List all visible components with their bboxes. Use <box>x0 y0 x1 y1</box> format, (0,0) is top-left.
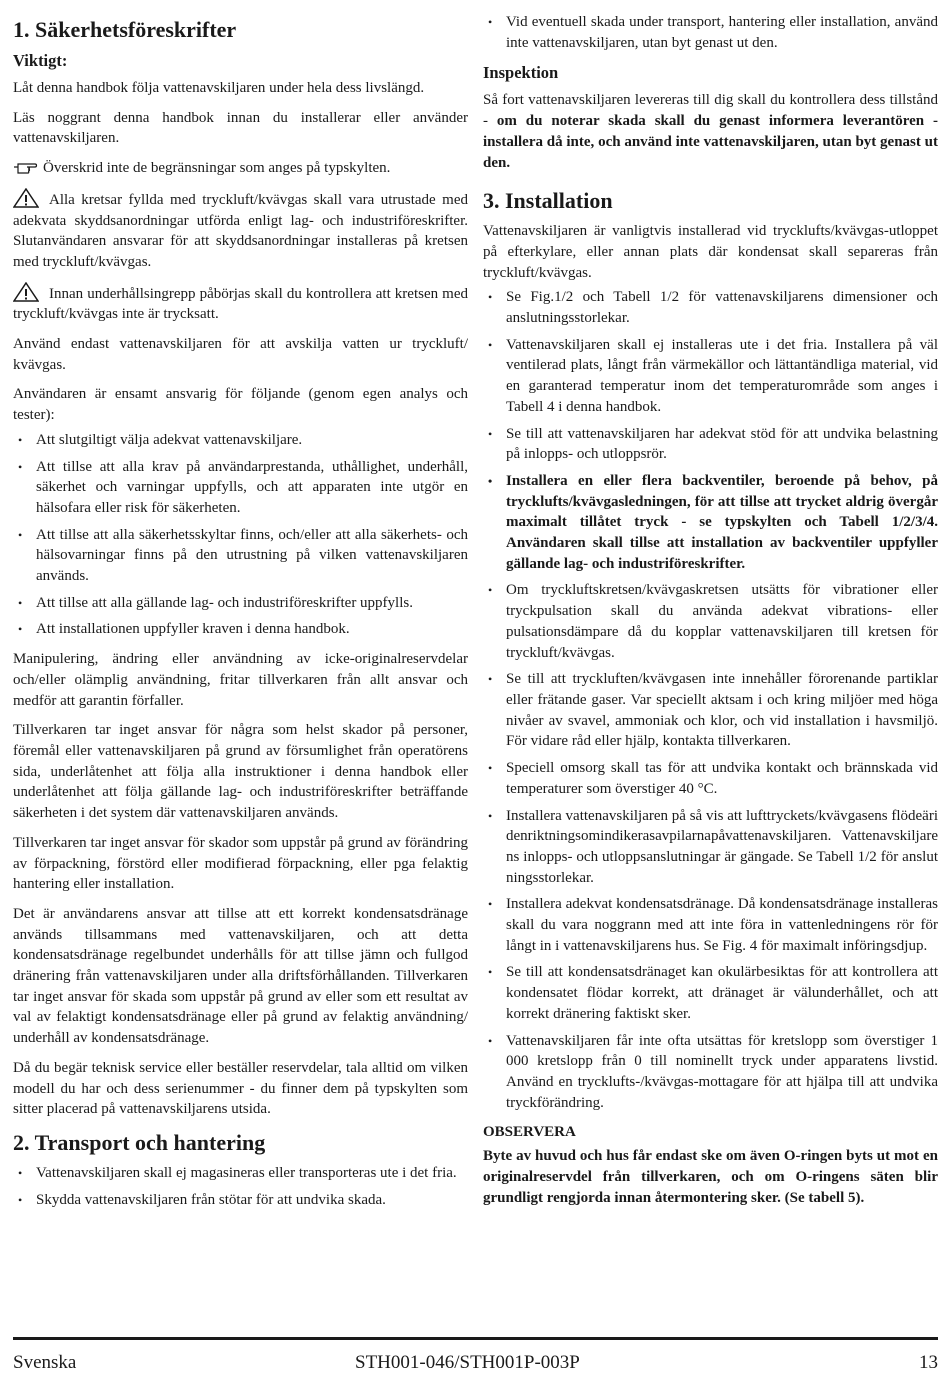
page-number: 13 <box>919 1352 938 1373</box>
paragraph: Låt denna handbok följa vattenavskiljaren under hela dess livslängd. <box>13 80 425 96</box>
bullet-icon: • <box>488 473 493 488</box>
bullet-icon: • <box>18 595 23 610</box>
list-item: • Installera en eller flera backventiler, beroende på behov, på trycklufts/kvävgasledningen, för att tillse att trycket aldrig övergår maximalt tillåtet tryck - se typskylten och Tabell 1/2/3/4. Användaren skall tillse att installation av backventiler uppfyller gällande lag- och industriföreskrifter. <box>488 472 938 572</box>
observera-heading: OBSERVERA <box>483 1124 576 1141</box>
list-item: • Att tillse att alla krav på användarprestanda, uthållighet, underhåll, säkerhet och varningar uppfylls, och att apparaten inte utgör en hälsofara eller risk för säkerheten. <box>18 458 468 516</box>
list-item: • Se till att vattenavskiljaren har adekvat stöd för att undvika belastning på inlopps- och utloppsrör. <box>488 425 938 463</box>
list-item: • Om tryckluftskretsen/kvävgaskretsen utsätts för vibrationer eller tryckpulsation skall du använda adekvat vibrations- eller pulsationsdämpare då du kopplar vattenavskiljaren till kretsen för tryckluft/kvävgas. <box>488 582 938 661</box>
bullet-icon: • <box>18 1192 23 1207</box>
warning-paragraph <box>13 188 468 273</box>
bullet-icon: • <box>488 672 493 687</box>
warning-paragraph <box>13 282 468 325</box>
hand-note <box>13 158 468 179</box>
observera-text: Byte av huvud och hus får endast ske om även O-ringen byts ut mot en originalreservdel från tillverkaren, och om O-ringens säten blir grundligt rengjorda innan återmontering sker. (Se tabell 5). <box>483 1148 938 1206</box>
list-item: • Installera vattenavskiljaren på så vis att lufttryckets/kvävgasens flödeäridenriktningsomindikerasavpilarnapåvattenavskiljaren. Vattenavskiljarens inlopps- och utloppsanslutningar är gängade. Se Tabell 1/2 för anslutningsstorlekar. <box>488 807 938 886</box>
bullet-icon: • <box>18 1165 23 1180</box>
bullet-icon: • <box>488 808 493 823</box>
bullet-icon: • <box>18 432 23 447</box>
list-item: • Se till att kondensatsdränaget kan okulärbesiktas för att kontrollera att kondensatet flödar korrekt, att dränaget är välunderhållet, och att korrekt dränering faktiskt sker. <box>488 964 938 1022</box>
paragraph: Tillverkaren tar inget ansvar för skador som uppstår på grund av förändring av förpackning, förstörd eller modifierad förpackning, eller pga felaktig hantering eller installation. <box>13 834 468 893</box>
footer-model-number: STH001-046/STH001P-003P <box>355 1352 580 1373</box>
bullet-icon: • <box>18 622 23 637</box>
right-column <box>483 12 938 1217</box>
list-item: • Att installationen uppfyller kraven i denna handbok. <box>13 619 468 640</box>
list-item: • Att slutgiltigt välja adekvat vattenavskiljare. <box>13 430 468 451</box>
bullet-icon: • <box>488 761 493 776</box>
list-item: • Att tillse att alla säkerhetsskyltar finns, och/eller att alla säkerhets- och hälsovarningar finns på den utrustning på vilken vattenavskiljaren används. <box>18 526 468 585</box>
hand-note-text: Överskrid inte de begränsningar som anges på typskylten. <box>43 160 391 177</box>
paragraph: Läs noggrant denna handbok innan du installerar eller använder vattenavskiljaren. <box>13 109 468 147</box>
bullet-icon: • <box>18 527 23 542</box>
viktigt-heading: Viktigt: <box>13 51 68 70</box>
section-1-heading: 1. Säkerhetsföreskrifter <box>13 17 237 42</box>
warning-text: Alla kretsar fyllda med tryckluft/kvävgas skall vara utrustade med adekvata skyddsanordningar utförda enligt lag- och industriföreskrifter. Slutanvändaren ansvarar för att skyddsanordningar installeras på kretsen med tryckluft/kvävgas. <box>13 191 468 270</box>
footer-language: Svenska <box>13 1352 77 1373</box>
list-item: • Vattenavskiljaren skall ej installeras ute i det fria. Installera på väl ventilerad plats, långt från värmekällor och lättantändliga material, vid en garanterad temperatur inom det temperaturområde som anges i Tabell 4 i denna handbok. <box>488 336 938 415</box>
paragraph: Använd endast vattenavskiljaren för att avskilja vatten ur tryckluft/ kvävgas. <box>13 336 468 373</box>
responsibility-list <box>13 430 468 640</box>
footer-divider <box>13 1337 938 1340</box>
bullet-icon: • <box>488 290 493 305</box>
bullet-icon: • <box>488 15 493 29</box>
paragraph: Då du begär teknisk service eller beställer reservdelar, tala alltid om vilken modell du har och dess serienummer - du finner dem på typskylten som sitter placerad på vattenavskiljarens utsida. <box>13 1059 468 1118</box>
left-column <box>13 12 468 1219</box>
warning-text: Innan underhållsingrepp påbörjas skall du kontrollera att kretsen med tryckluft/kvävgas inte är trycksatt. <box>13 285 468 323</box>
transport-list-continued <box>483 12 938 53</box>
paragraph: Användaren är ensamt ansvarig för följande (genom egen analys och tester): <box>13 386 468 424</box>
bullet-icon: • <box>488 337 493 352</box>
list-item: • Speciell omsorg skall tas för att undvika kontakt och brännskada vid temperaturer som överstiger 40 °C. <box>488 760 938 797</box>
bullet-icon: • <box>488 897 493 912</box>
paragraph: Manipulering, ändring eller användning av icke-originalreservdelar och/eller olämplig användning, fritar tillverkaren från allt ansvar och medför att garantin förfaller. <box>13 651 468 709</box>
paragraph: Vattenavskiljaren är vanligtvis installerad vid trycklufts/kvävgas-utloppet på efterkylare, eller annan plats där kondensat skall separeras från tryckluft/kvävgas. <box>483 223 938 281</box>
list-item: • Vid eventuell skada under transport, hantering eller installation, använd inte vattenavskiljaren, utan byt genast ut den. <box>488 14 938 51</box>
list-item: • Se Fig.1/2 och Tabell 1/2 för vattenavskiljarens dimensioner och anslutningsstorlekar. <box>488 289 938 327</box>
bullet-icon: • <box>488 1033 493 1048</box>
warning-triangle-icon <box>13 282 39 302</box>
transport-list <box>13 1163 468 1210</box>
inspektion-paragraph: Så fort vattenavskiljaren levereras till dig skall du kontrollera dess tillstånd - om du noterar skada skall du genast informera leverantören - installera då inte, och använd inte vattenavskiljaren, utan byt genast ut den. <box>483 92 938 171</box>
list-item: • Att tillse att alla gällande lag- och industriföreskrifter uppfylls. <box>13 593 468 614</box>
list-item: • Installera adekvat kondensatsdränage. Då kondensatsdränage installeras skall du vara noggrann med att inte föra in vattenledningens rör för långt in i vattenavskiljarens hus. Se Fig. 4 för maximalt införingsdjup. <box>488 896 938 954</box>
installation-list <box>483 287 938 1113</box>
list-item: • Skydda vattenavskiljaren från stötar för att undvika skada. <box>13 1190 468 1211</box>
bullet-icon: • <box>18 459 23 474</box>
paragraph: Det är användarens ansvar att tillse att ett korrekt kondensatsdränage används tillsammans med vattenavskiljaren, och att detta kondensatsdränage regelbundet underhålls för att tillse jämn och fullgod dränering från vattenavskiljaren under alla driftsförhållanden. Tillverkaren tar inget ansvar för skada som uppstår på grund av eller som ett resultat av val av felaktigt kondensatsdränage eller på grund av felaktig användning/ underhåll av kondensatsdränage. <box>13 905 468 1047</box>
list-item: • Se till att tryckluften/kvävgasen inte innehåller förorenande partiklar eller frätande gaser. Var speciellt aktsam i och kring miljöer med höga nivåer av svavel, ammoniak och klor, och vid installation i havsmiljö. För vidare råd eller hjälp, kontakta tillverkaren. <box>488 671 938 750</box>
list-item: • Vattenavskiljaren får inte ofta utsättas för kretslopp som överstiger 1 000 kretslopp från 0 till nominellt tryck under apparatens livstid. Använd en trycklufts-/kvävgas-mottagare för att hjälpa till att undvika tryckförändring. <box>488 1032 938 1111</box>
inspektion-heading: Inspektion <box>483 63 559 83</box>
warning-triangle-icon <box>13 188 39 208</box>
bullet-icon: • <box>488 965 493 980</box>
bullet-icon: • <box>488 426 493 441</box>
paragraph: Tillverkaren tar inget ansvar för några som helst skador på personer, föremål eller vattenavskiljaren på grund av försumlighet från operatörens sida, underlåtenhet att följa alla instruktioner i denna handbok eller underlåtenhet att följa gällande lag- och industriföreskrifter beträffande säkerheten i det system där vattenavskiljaren används. <box>13 722 468 822</box>
section-3-heading: 3. Installation <box>483 188 613 214</box>
bullet-icon: • <box>488 583 493 598</box>
list-item: • Vattenavskiljaren skall ej magasineras eller transporteras ute i det fria. <box>13 1163 468 1184</box>
pointing-hand-icon <box>13 159 39 175</box>
section-2-heading: 2. Transport och hantering <box>13 1129 266 1155</box>
